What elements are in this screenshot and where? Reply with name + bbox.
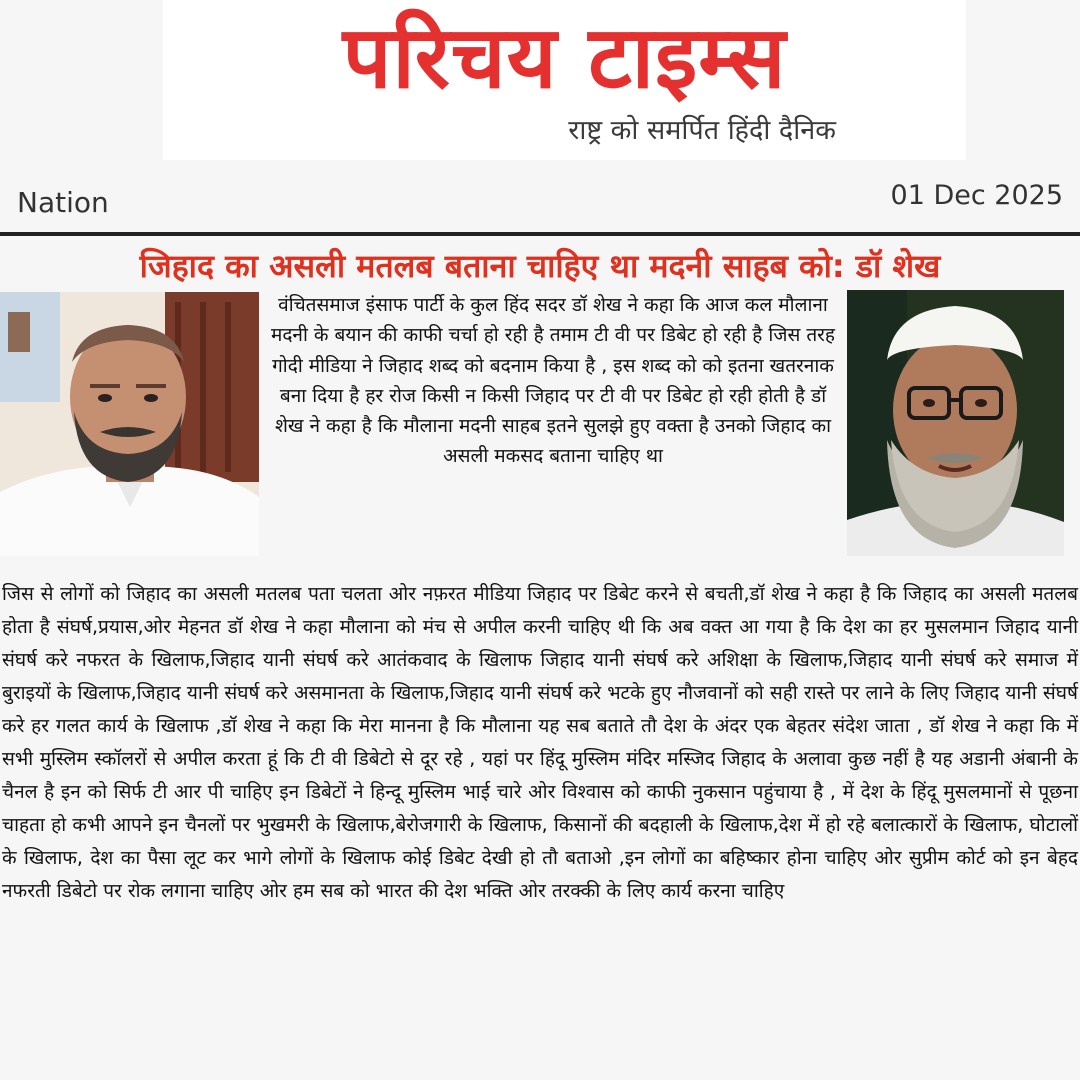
article-intro-paragraph: वंचितसमाज इंसाफ पार्टी के कुल हिंद सदर डॉ शेख ने कहा कि आज कल मौलाना मदनी के बयान की काफी चर्चा हो रही है तमाम टी वी पर डिबेट हो रही है जिस तरह गोदी मीडिया ने जिहाद शब्द को बदनाम किया है , इस शब्द को को इतना खतरनाक बना दिया है हर रोज किसी न किसी जिहाद पर टी वी पर डिबेट हो रही होती है डॉ शेख ने कहा है कि मौलाना मदनी साहब इतने सुलझे हुए वक्ता है उनको जिहाद का असली मकसद बताना चाहिए था — [270, 294, 836, 468]
right-portrait-photo — [847, 290, 1064, 556]
section-header — [0, 176, 1080, 232]
masthead — [163, 0, 966, 160]
header-divider — [0, 232, 1080, 236]
right-portrait-illustration — [847, 290, 1064, 556]
article-body-paragraph: जिस से लोगों को जिहाद का असली मतलब पता चलता ओर नफ़रत मीडिया जिहाद पर डिबेट करने से बचती,डॉ शेख ने कहा है कि जिहाद का असली मतलब होता है संघर्ष,प्रयास,ओर मेहनत डॉ शेख ने कहा मौलाना को मंच से अपील करनी चाहिए थी कि अब वक्त आ गया है कि देश का हर मुसलमान जिहाद यानी संघर्ष करे नफरत के खिलाफ,जिहाद यानी संघर्ष करे आतंकवाद के खिलाफ जिहाद यानी संघर्ष करे अशिक्षा के खिलाफ,जिहाद यानी संघर्ष करे समाज में बुराइयों के खिलाफ,जिहाद यानी संघर्ष करे असमानता के खिलाफ,जिहाद यानी संघर्ष करे भटके हुए नौजवानों को सही रास्ते पर लाने के लिए जिहाद यानी संघर्ष करे हर गलत कार्य के खिलाफ ,डॉ शेख ने कहा कि मेरा मानना है कि मौलाना यह सब बताते तौ देश के अंदर एक बेहतर संदेश जाता , डॉ शेख ने कहा कि में सभी मुस्लिम स्कॉलरों से अपील करता हूं कि टी वी डिबेटो से दूर रहे , यहां पर हिंदू मुस्लिम मंदिर मस्जिद जिहाद के अलावा कुछ नहीं है यह अडानी अंबानी के चैनल है इन को सिर्फ टी आर पी चाहिए इन डिबेटों ने हिन्दू मुस्लिम भाई चारे ओर विश्वास को काफी नुकसान पहुंचाया है , में देश के हिंदू मुसलमानों से पूछना चाहता हो कभी आपने इन चैनलों पर भुखमरी के खिलाफ,बेरोजगारी के खिलाफ, किसानों की बदहाली के खिलाफ,देश में हो रहे बलात्कारों के खिलाफ, घोटालों के खिलाफ, देश का पैसा लूट कर भागे लोगों के खिलाफ कोई डिबेट देखी हो तौ बताओ ,इन लोगों का बहिष्कार होना चाहिए ओर सुप्रीम कोर्ट को इन बेहद नफरती डिबेटो पर रोक लगाना चाहिए ओर हम सब को भारत की देश भक्ति ओर तरक्की के लिए कार्य करना चाहिए — [2, 583, 1078, 902]
section-label: Nation — [17, 186, 109, 219]
article-headline: जिहाद का असली मतलब बताना चाहिए था मदनी साहब को: डॉ शेख — [139, 247, 941, 285]
masthead-title: परिचय टाइम्स — [342, 8, 787, 108]
left-portrait-photo — [0, 292, 259, 556]
left-portrait-illustration — [0, 292, 259, 556]
date-label: 01 Dec 2025 — [890, 180, 1063, 211]
masthead-tagline: राष्ट्र को समर्पित हिंदी दैनिक — [568, 115, 836, 146]
